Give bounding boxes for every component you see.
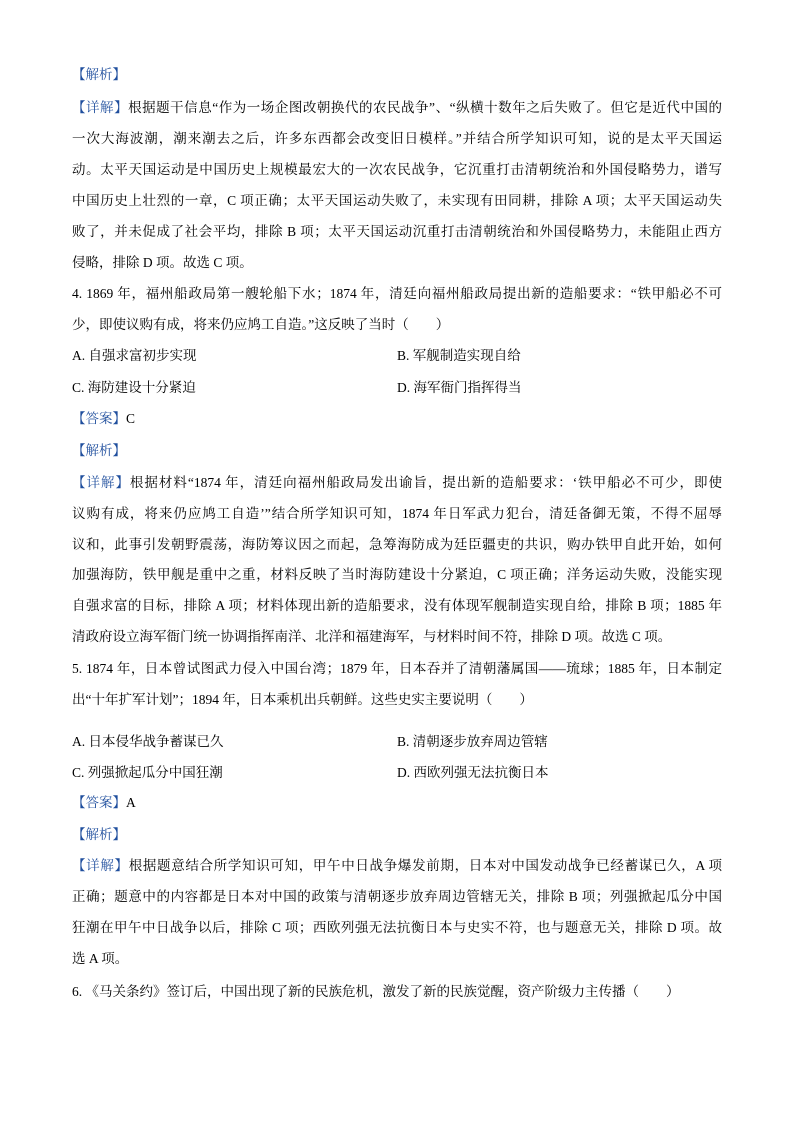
q4-answer <box>72 407 722 431</box>
answer-label: 【答案】 <box>72 411 126 426</box>
q5-detail-line-1 <box>72 854 722 878</box>
q5-answer <box>72 791 722 815</box>
q5-option-d: D. 西欧列强无法抗衡日本 <box>397 765 549 780</box>
q4-detail-line-1 <box>72 471 722 495</box>
q4-option-a: A. 自强求富初步实现 <box>72 348 197 363</box>
q5-detail-line-3: 狂潮在甲午中日战争以后，排除 C 项；西欧列强无法抗衡日本与史实不符，也与题意无关，排除 D 项。故 <box>72 920 722 935</box>
q4-detail-line-2: 议购有成，将来仍应鸠工自造’”结合所学知识可知，1874 年日军武力犯台，清廷备御无策，不得不屈辱 <box>72 506 722 521</box>
detail-label: 【详解】 <box>72 858 129 873</box>
q5-detail-line-4: 选 A 项。 <box>72 951 129 966</box>
q5-option-a: A. 日本侵华战争蓄谋已久 <box>72 734 224 749</box>
q5-stem-line-1: 5. 1874 年，日本曾试图武力侵入中国台湾；1879 年，日本吞并了清朝藩属国——琉球；1885 年，日本制定 <box>72 661 722 676</box>
q3-detail-line-3: 动。太平天国运动是中国历史上规模最宏大的一次农民战争，它沉重打击清朝统治和外国侵略势力，谱写 <box>72 162 722 177</box>
detail-text: 根据题意结合所学知识可知，甲午中日战争爆发前期，日本对中国发动战争已经蓄谋已久，A 项 <box>128 858 722 873</box>
q5-analysis-heading <box>72 823 722 847</box>
q3-detail-line-4: 中国历史上壮烈的一章，C 项正确；太平天国运动失败了，未实现有田同耕，排除 A 项；太平天国运动失 <box>72 193 722 208</box>
q4-option-d: D. 海军衙门指挥得当 <box>397 380 522 395</box>
q4-detail-line-6: 清政府设立海军衙门统一协调指挥南洋、北洋和福建海军，与材料时间不符，排除 D 项。故选 C 项。 <box>72 629 672 644</box>
detail-text: 根据材料“1874 年，清廷向福州船政局发出谕旨，提出新的造船要求：‘铁甲船必不可少，即使 <box>129 475 722 490</box>
answer-value: A <box>126 795 136 810</box>
q5-option-c: C. 列强掀起瓜分中国狂潮 <box>72 765 223 780</box>
q4-detail-line-5: 自强求富的目标，排除 A 项；材料体现出新的造船要求，没有体现军舰制造实现自给，排除 B 项；1885 年 <box>72 598 722 613</box>
answer-value: C <box>126 411 136 426</box>
q3-analysis-heading <box>72 63 722 87</box>
q5-detail-line-2: 正确；题意中的内容都是日本对中国的政策与清朝逐步放弃周边管辖无关，排除 B 项；列强掀起瓜分中国 <box>72 889 722 904</box>
q4-option-b: B. 军舰制造实现自给 <box>397 348 521 363</box>
q6-stem-line-1: 6. 《马关条约》签订后，中国出现了新的民族危机，激发了新的民族觉醒，资产阶级力主传播（ ） <box>72 984 680 999</box>
q3-detail-line-5: 败了，并未促成了社会平均，排除 B 项；太平天国运动沉重打击清朝统治和外国侵略势力，未能阻止西方 <box>72 224 722 239</box>
analysis-label: 【解析】 <box>72 67 126 82</box>
detail-label: 【详解】 <box>72 100 129 115</box>
q4-stem-line-1: 4. 1869 年，福州船政局第一艘轮船下水；1874 年，清廷向福州船政局提出新的造船要求：“铁甲船必不可 <box>72 286 722 301</box>
q5-stem-line-2: 出“十年扩军计划”；1894 年，日本乘机出兵朝鲜。这些史实主要说明（ ） <box>72 692 533 707</box>
q5-option-b: B. 清朝逐步放弃周边管辖 <box>397 734 548 749</box>
q3-detail-line-6: 侵略，排除 D 项。故选 C 项。 <box>72 255 253 270</box>
analysis-label: 【解析】 <box>72 827 126 842</box>
q4-analysis-heading <box>72 439 722 463</box>
q3-detail-line-1 <box>72 96 722 120</box>
q4-stem-line-2: 少，即使议购有成，将来仍应鸠工自造。”这反映了当时（ ） <box>72 317 450 332</box>
q4-detail-line-3: 议和，此事引发朝野震荡，海防筹议因之而起，急筹海防成为廷臣疆吏的共识，购办铁甲自此开始，如何 <box>72 537 722 552</box>
q3-detail-line-2: 一次大海波潮，潮来潮去之后，许多东西都会改变旧日模样。”并结合所学知识可知，说的是太平天国运 <box>72 131 722 146</box>
analysis-label: 【解析】 <box>72 443 126 458</box>
q4-detail-line-4: 加强海防，铁甲舰是重中之重，材料反映了当时海防建设十分紧迫，C 项正确；洋务运动失败，没能实现 <box>72 567 722 582</box>
detail-text: 根据题干信息“作为一场企图改朝换代的农民战争”、“纵横十数年之后失败了。但它是近代中国的 <box>128 100 722 115</box>
answer-label: 【答案】 <box>72 795 126 810</box>
q4-option-c: C. 海防建设十分紧迫 <box>72 380 196 395</box>
detail-label: 【详解】 <box>72 475 130 490</box>
